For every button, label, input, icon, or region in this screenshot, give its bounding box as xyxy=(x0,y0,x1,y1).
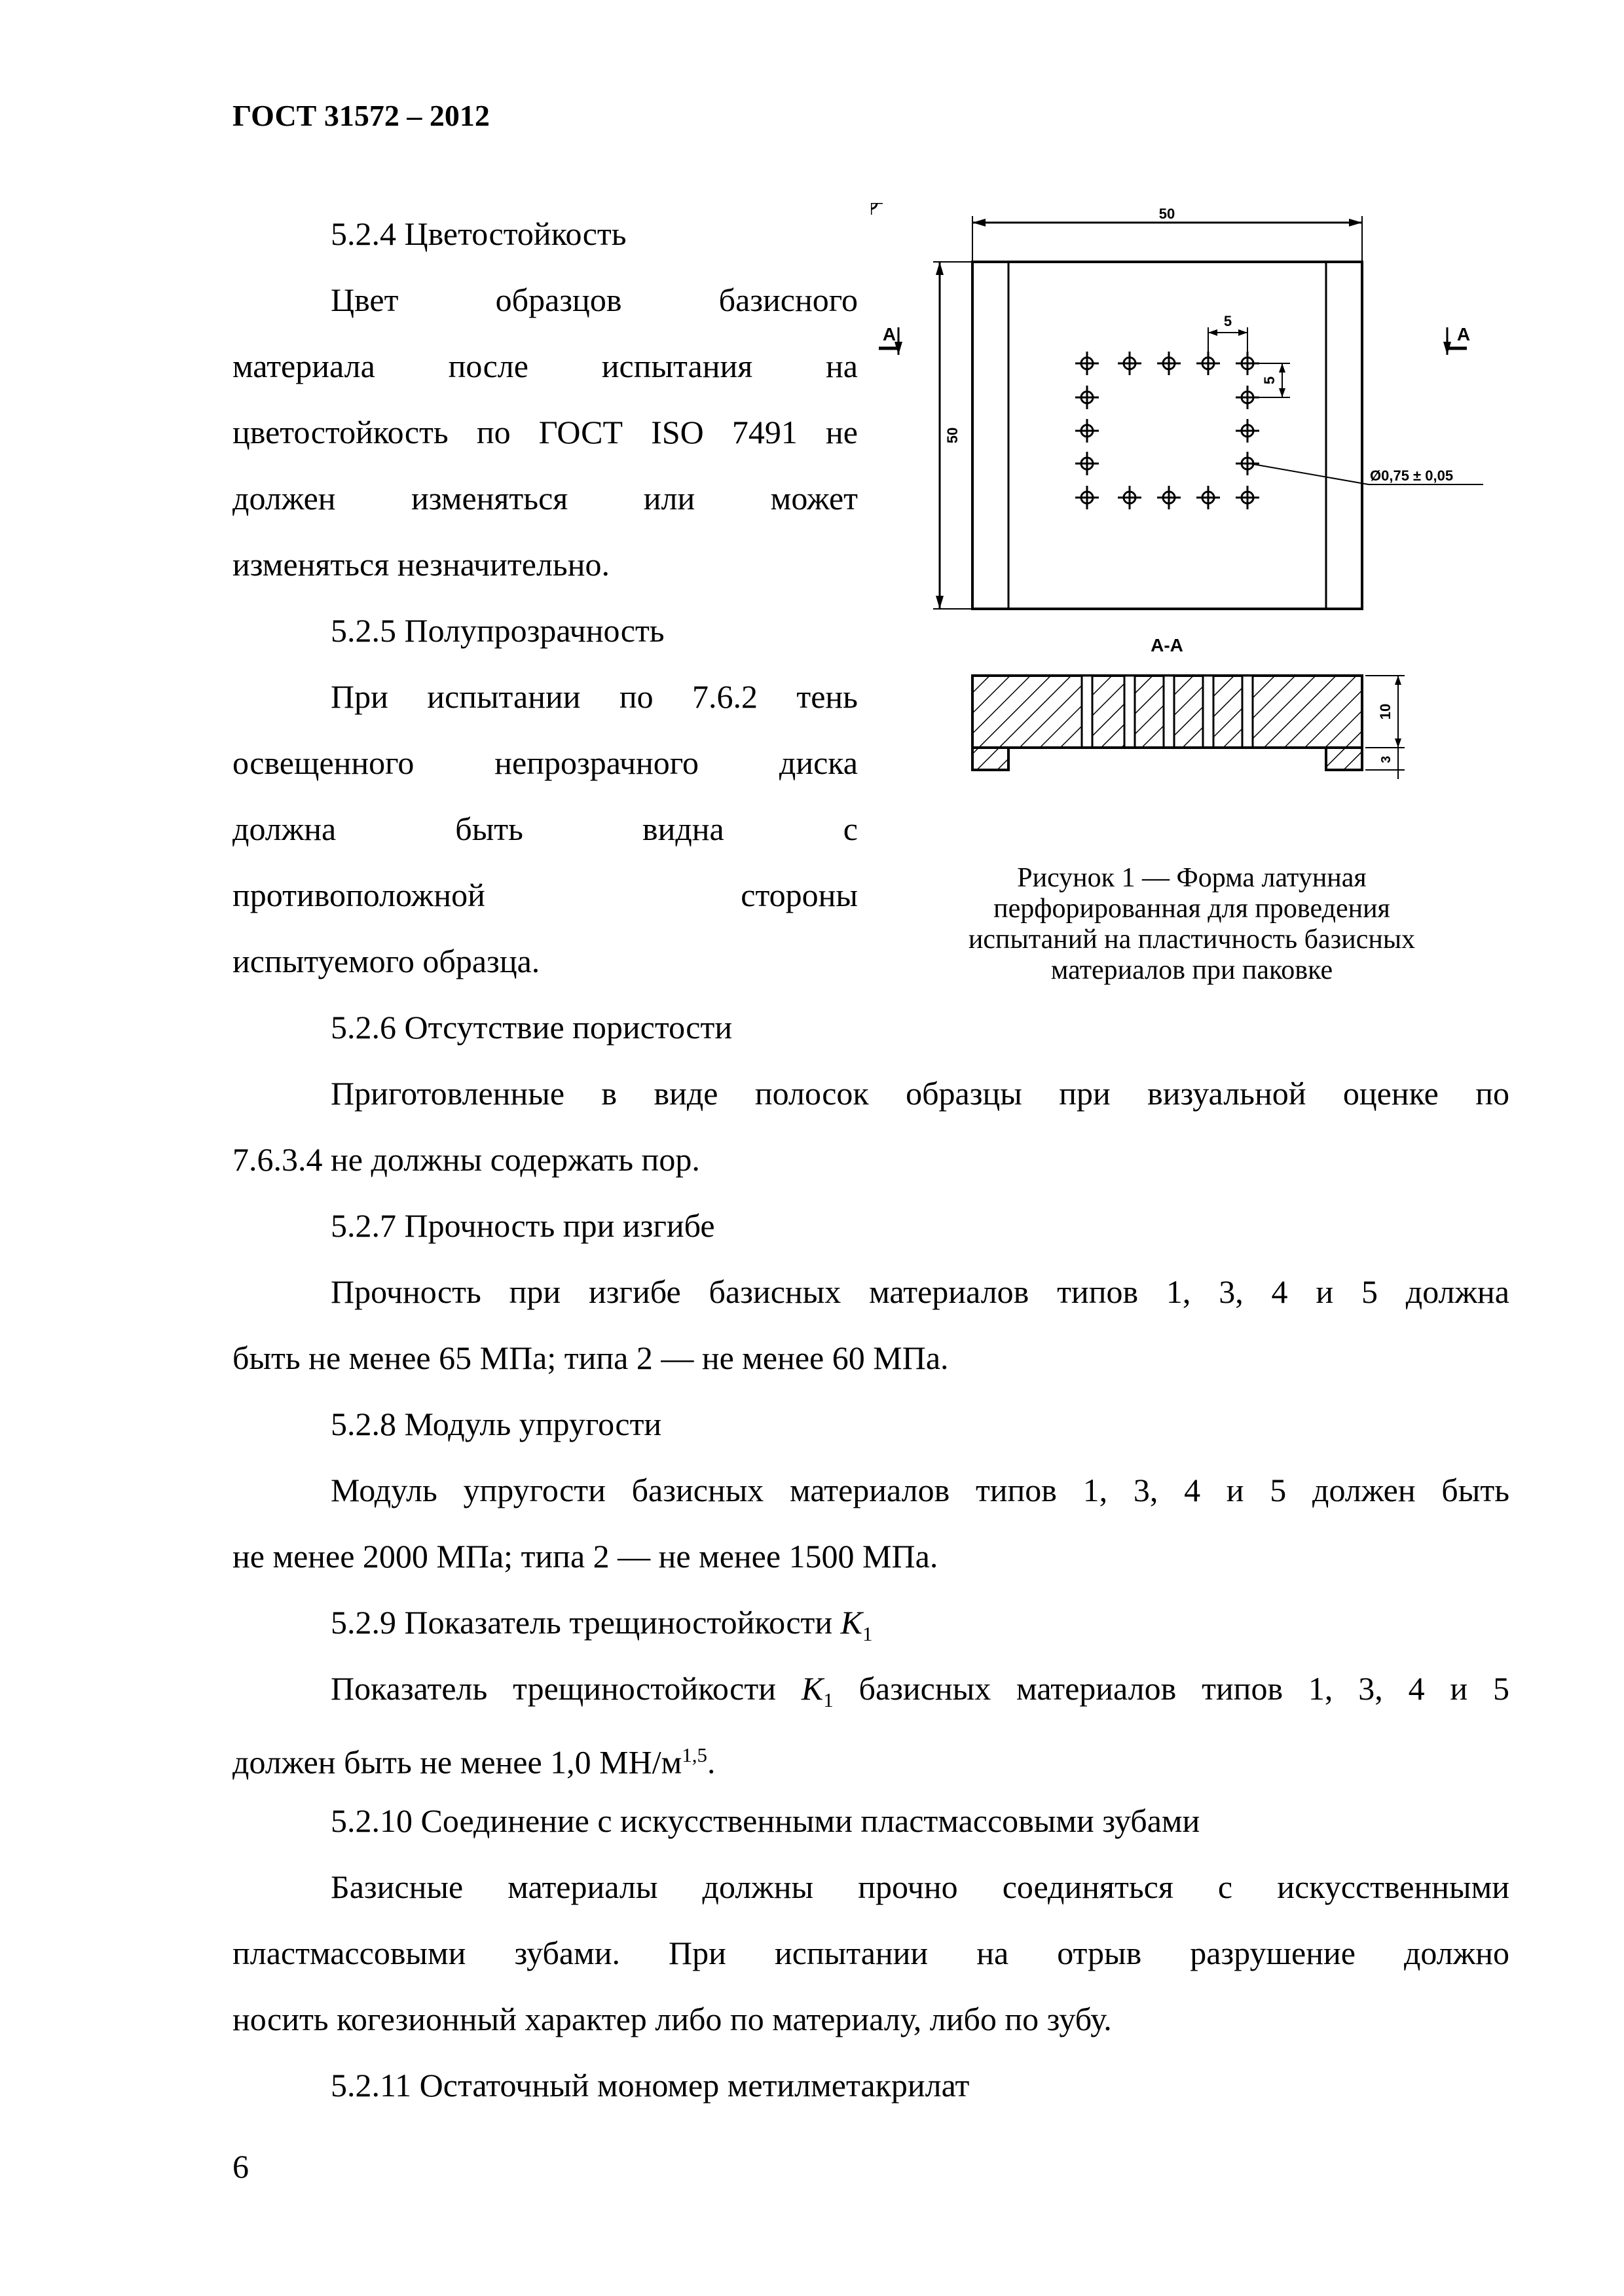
section-title-5-2-9: 5.2.9 Показатель трещиностойкости $K_1$ xyxy=(331,1604,873,1645)
section-title-5-2-5: 5.2.5 Полупрозрачность xyxy=(331,612,665,649)
dimension-width xyxy=(972,206,1362,262)
paragraph-line: должен быть не менее 1,0 $МН/м^{1,5}$. xyxy=(232,1743,716,1781)
dimension-thickness xyxy=(1365,676,1405,779)
svg-text:3: 3 xyxy=(1379,756,1393,763)
paragraph-line: цветостойкость по ГОСТ ISO 7491 не xyxy=(232,414,858,450)
section-title-5-2-7: 5.2.7 Прочность при изгибе xyxy=(331,1207,715,1244)
svg-text:А: А xyxy=(1456,324,1471,344)
symbol-k: K xyxy=(801,1670,824,1707)
paragraph-line: Приготовленные в виде полосок образцы при визуальной оценке по xyxy=(331,1075,1509,1112)
section-view xyxy=(972,676,1362,770)
paragraph-line: При испытании по 7.6.2 тень xyxy=(331,678,858,715)
section-title-5-2-10: 5.2.10 Соединение с искусственными пластмассовыми зубами xyxy=(331,1802,1200,1839)
figure-perforated-form xyxy=(871,203,1519,792)
section-title-5-2-11: 5.2.11 Остаточный мономер метилметакрилат xyxy=(331,2067,970,2104)
svg-text:5: 5 xyxy=(1261,376,1278,385)
plate-outline xyxy=(972,262,1362,609)
section-mark-right xyxy=(1443,324,1470,355)
paragraph-line: не менее 2000 МПа; типа 2 — не менее 1500 МПа. xyxy=(232,1538,938,1575)
hole-diameter-label xyxy=(1249,464,1483,484)
paragraph-line: освещенного непрозрачного диска xyxy=(232,744,858,781)
svg-text:50: 50 xyxy=(1158,206,1175,222)
paragraph-line: носить когезионный характер либо по материалу, либо по зубу. xyxy=(232,2001,1112,2037)
svg-text:5: 5 xyxy=(1223,313,1232,329)
section-title-5-2-8: 5.2.8 Модуль упругости xyxy=(331,1406,662,1442)
svg-text:50: 50 xyxy=(944,427,961,444)
paragraph-line: пластмассовыми зубами. При испытании на отрыв разрушение должно xyxy=(232,1935,1509,1971)
section-mark-left xyxy=(879,324,902,355)
paragraph-line: 7.6.3.4 не должны содержать пор. xyxy=(232,1141,700,1178)
paragraph-line: Базисные материалы должны прочно соединяться с искусственными xyxy=(331,1868,1509,1905)
figure-caption: Рисунок 1 — Форма латунная перфорированная для проведения испытаний на пластичность базисных материалов при паковке xyxy=(968,863,1416,985)
svg-text:10: 10 xyxy=(1377,703,1393,720)
dimension-pitch-x xyxy=(1208,313,1247,357)
paragraph-line: Модуль упругости базисных материалов типов 1, 3, 4 и 5 должен быть xyxy=(331,1472,1509,1508)
paragraph-line: противоположной стороны xyxy=(232,877,858,913)
paragraph-line: должна быть видна с xyxy=(232,811,858,847)
paragraph-line: Цвет образцов базисного xyxy=(331,282,858,318)
symbol-k: K xyxy=(840,1604,862,1641)
doc-header: ГОСТ 31572 – 2012 xyxy=(232,99,490,132)
page-number: 6 xyxy=(232,2148,249,2185)
paragraph-line: материала после испытания на xyxy=(232,348,858,384)
paragraph-line: изменяться незначительно. xyxy=(232,546,610,583)
section-title-5-2-4: 5.2.4 Цветостойкость xyxy=(331,215,627,252)
section-title-5-2-6: 5.2.6 Отсутствие пористости xyxy=(331,1009,733,1046)
section-title: А-А xyxy=(1151,635,1183,655)
dimension-pitch-y xyxy=(1254,363,1290,397)
dimension-height xyxy=(933,262,976,609)
paragraph-line: испытуемого образца. xyxy=(232,943,540,979)
paragraph-line: Прочность при изгибе базисных материалов типов 1, 3, 4 и 5 должна xyxy=(331,1273,1509,1310)
svg-text:А: А xyxy=(882,324,896,344)
hole-pattern xyxy=(871,203,1259,509)
paragraph-line: Показатель трещиностойкости $K_1$ базисных материалов типов 1, 3, 4 и 5 xyxy=(331,1670,1510,1711)
svg-text:Ø0,75 ± 0,05: Ø0,75 ± 0,05 xyxy=(1370,467,1454,484)
paragraph-line: должен изменяться или может xyxy=(232,480,858,517)
paragraph-line: быть не менее 65 МПа; типа 2 — не менее 60 МПа. xyxy=(232,1339,949,1376)
